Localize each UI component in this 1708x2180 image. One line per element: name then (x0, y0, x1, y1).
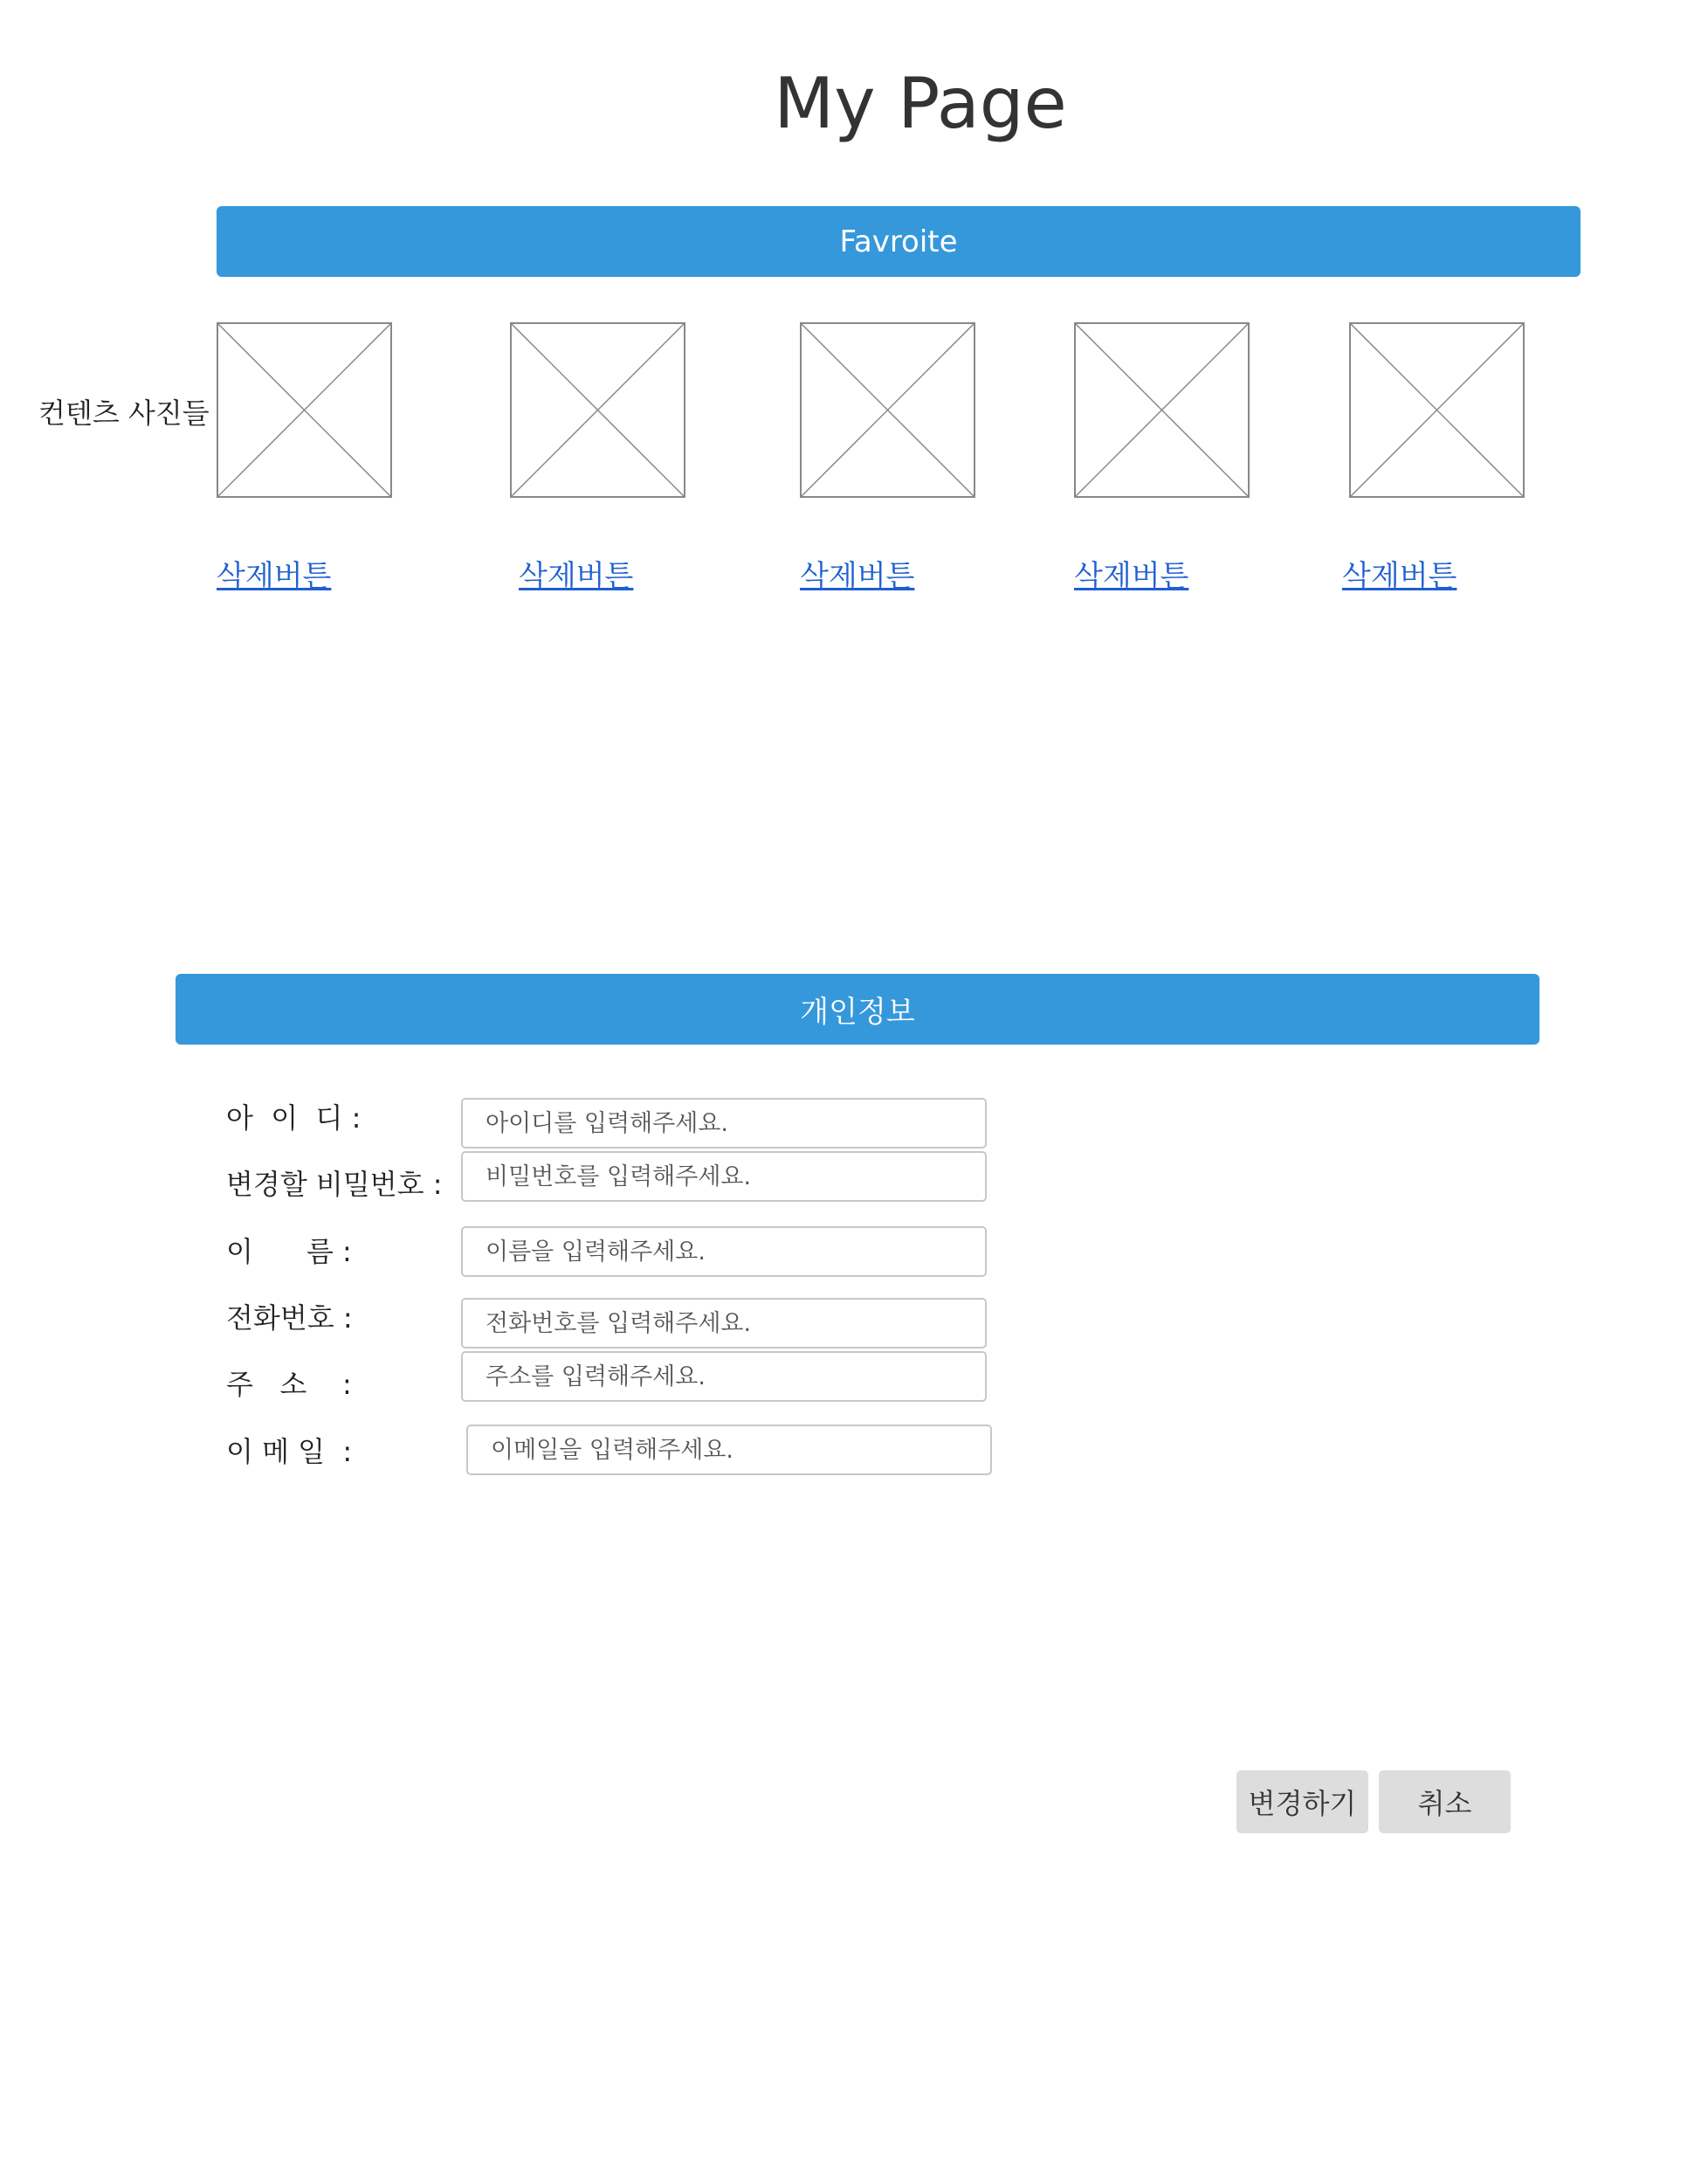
image-placeholder-icon (800, 322, 975, 498)
address-input[interactable] (461, 1351, 987, 1402)
delete-button-4[interactable]: 삭제버튼 (1074, 559, 1189, 594)
id-input[interactable] (461, 1098, 987, 1149)
favorite-photo-5 (1349, 322, 1525, 498)
save-changes-button[interactable]: 변경하기 (1236, 1770, 1368, 1833)
favorite-section-title: Favroite (839, 224, 958, 259)
email-label: 이 메 일 : (226, 1435, 353, 1468)
delete-button-3[interactable]: 삭제버튼 (800, 559, 915, 594)
personal-info-section-header (176, 974, 1539, 1045)
content-photos-label: 컨텐츠 사진들 (38, 397, 210, 430)
name-input[interactable] (461, 1226, 987, 1277)
favorite-photo-4 (1074, 322, 1250, 498)
password-input[interactable] (461, 1151, 987, 1202)
delete-button-1[interactable]: 삭제버튼 (217, 559, 332, 594)
favorite-section-header (217, 206, 1581, 277)
favorite-photo-1 (217, 322, 392, 498)
email-input[interactable] (466, 1425, 992, 1475)
id-label: 아 이 디 : (226, 1101, 362, 1135)
delete-button-2[interactable]: 삭제버튼 (519, 559, 634, 594)
personal-info-section-title: 개인정보 (800, 995, 915, 1030)
image-placeholder-icon (217, 322, 392, 498)
phone-label: 전화번호 : (226, 1301, 353, 1335)
phone-input[interactable] (461, 1298, 987, 1349)
image-placeholder-icon (1349, 322, 1525, 498)
address-label: 주 소 : (226, 1368, 352, 1401)
favorite-photo-3 (800, 322, 975, 498)
delete-button-5[interactable]: 삭제버튼 (1342, 559, 1457, 594)
favorite-photo-2 (510, 322, 685, 498)
image-placeholder-icon (1074, 322, 1250, 498)
cancel-button[interactable]: 취소 (1379, 1770, 1511, 1833)
page-title: My Page (774, 63, 1067, 144)
name-label: 이 름 : (226, 1235, 352, 1268)
image-placeholder-icon (510, 322, 685, 498)
password-label: 변경할 비밀번호 : (226, 1168, 443, 1201)
